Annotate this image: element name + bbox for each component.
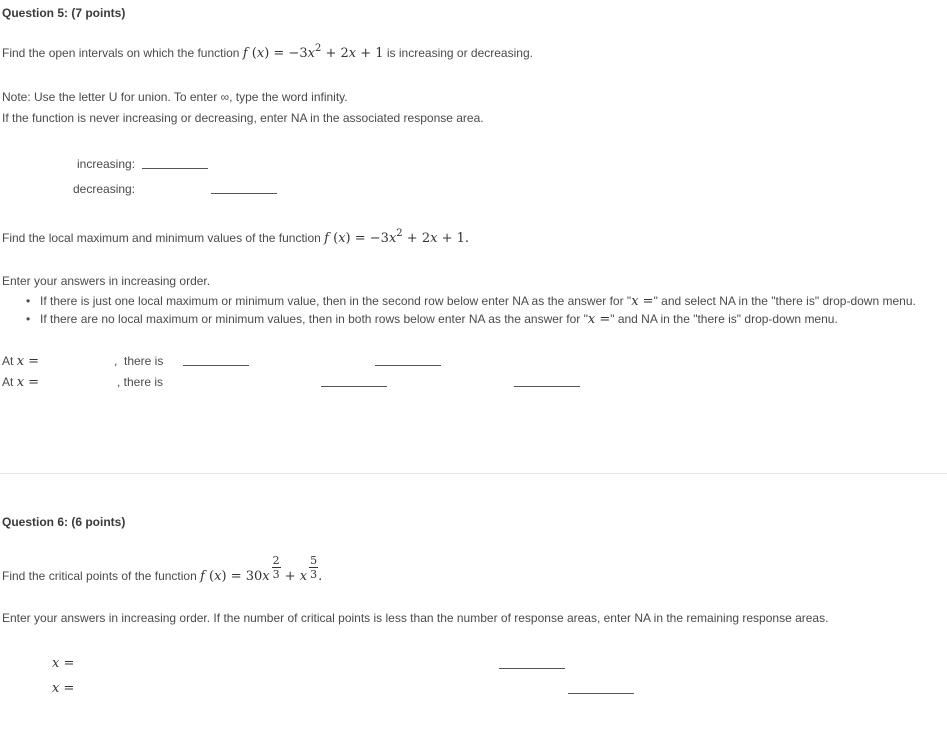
exponent-five-thirds: $\frac{5}{3}$: [310, 554, 318, 581]
bullet-2-text-end: " and NA in the "there is" drop-down menu.: [610, 312, 838, 326]
answer-row-1: [2, 354, 39, 369]
there-is-label-1: there is: [124, 354, 164, 368]
x-equals-math: x =: [631, 294, 654, 309]
x-equals-math: x =: [16, 375, 40, 390]
increasing-input[interactable]: [142, 156, 208, 169]
function-formula: f $(x) = -3x^2 + 2x + 1$.: [324, 228, 469, 246]
critical-function-formula: f (x) = 30x $\frac{2}{3}$ + x $\frac{5}{3}$ .: [200, 554, 323, 584]
at-label: At: [2, 375, 14, 389]
bullet-1-text: If there is just one local maximum or minimum value, then in the second row below enter NA as the answer for ": [40, 294, 632, 308]
q5-order-instruction: Enter your answers in increasing order.: [2, 274, 211, 288]
q5-instruction-list: [26, 294, 916, 330]
x-value-input-1[interactable]: [183, 353, 249, 366]
critical-point-input-2[interactable]: [568, 681, 634, 694]
bullet-1-text-end: " and select NA in the "there is" drop-down menu.: [653, 294, 916, 308]
bullet-2-text: If there are no local maximum or minimum values, then in both rows below enter NA as the answer for ": [40, 312, 588, 326]
decreasing-label: decreasing:: [73, 182, 136, 196]
question-6-title: Question 6: (6 points): [2, 515, 126, 529]
q5-note-line1: Note: Use the letter U for union. To enter ∞, type the word infinity.: [2, 90, 348, 104]
there-is-dropdown-2[interactable]: [514, 374, 580, 387]
x-equals-math: x =: [16, 354, 40, 369]
critical-point-input-1[interactable]: [499, 656, 565, 669]
q5-local-text: Find the local maximum and minimum values of the function: [2, 231, 325, 245]
x-equals-label-1: x =: [52, 656, 75, 671]
q5-intro: [2, 43, 533, 61]
answer-row-2: [2, 375, 39, 390]
question-5-title: Question 5: (7 points): [2, 6, 126, 20]
q5-note-line2: If the function is never increasing or decreasing, enter NA in the associated response area.: [2, 111, 484, 125]
function-formula: f $(x) = -3x^2 + 2x + 1$: [242, 43, 384, 61]
increasing-label: increasing:: [77, 157, 136, 171]
exponent-two-thirds: $\frac{2}{3}$: [272, 554, 280, 581]
at-label: At: [2, 354, 14, 368]
q5-local-extrema-prompt: [2, 228, 469, 246]
q6-intro: [2, 554, 323, 589]
x-value-input-2[interactable]: [321, 374, 387, 387]
q5-intro-text: Find the open intervals on which the function: [2, 46, 243, 60]
decreasing-input[interactable]: [211, 181, 277, 194]
section-divider: [0, 473, 947, 474]
list-item: [26, 294, 916, 312]
q5-intro-suffix: is increasing or decreasing.: [383, 46, 533, 60]
list-item: [26, 312, 916, 330]
there-is-dropdown-1[interactable]: [375, 353, 441, 366]
x-equals-label-2: x =: [52, 681, 75, 696]
row-1-comma: ,: [114, 354, 118, 368]
x-equals-math: x =: [587, 312, 611, 327]
there-is-label-2: , there is: [117, 375, 164, 389]
q6-instructions: Enter your answers in increasing order. If the number of critical points is less than the number of response areas, enter NA in the remaining response areas.: [2, 611, 829, 625]
q6-intro-text: Find the critical points of the function: [2, 569, 201, 583]
